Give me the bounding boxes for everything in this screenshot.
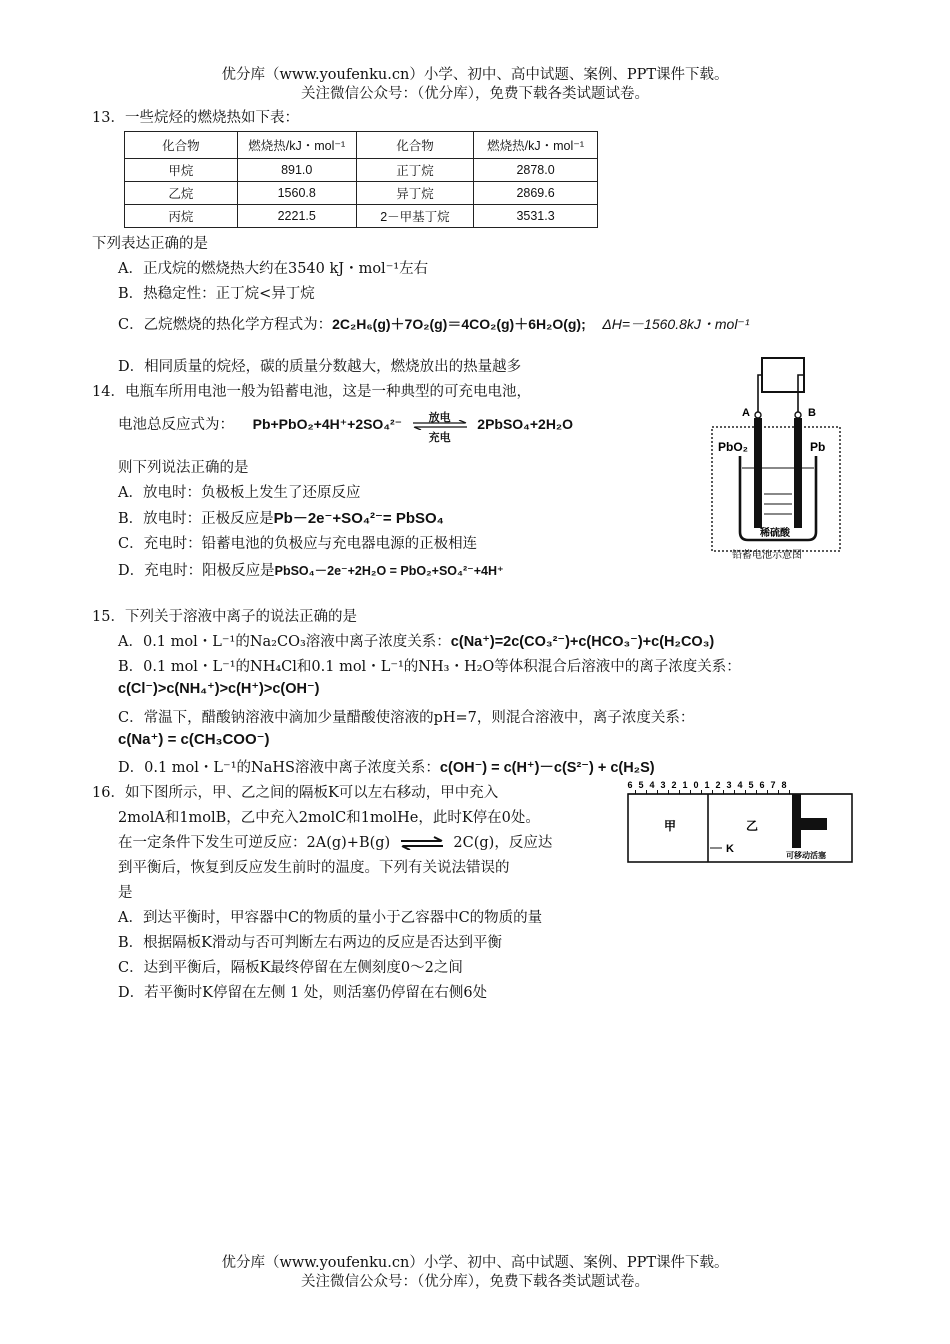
- q14-prompt: 则下列说法正确的是: [118, 460, 249, 476]
- q15-option-d-equation: c(OH⁻) = c(H⁺)－c(S²⁻) + c(H₂S): [439, 760, 655, 776]
- q14-option-d-equation: PbSO₄－2e⁻+2H₂O = PbO₂+SO₄²⁻+4H⁺: [274, 564, 504, 578]
- scale-label: 3: [726, 780, 732, 790]
- header-line-2: 关注微信公众号：（优分库），免费下载各类试题试卷。: [301, 86, 649, 102]
- scale-label: 5: [638, 780, 644, 790]
- table-cell: 891.0: [237, 159, 356, 182]
- q15-option-c-text: C．常温下，醋酸钠溶液中滴加少量醋酸使溶液的pH=7，则混合溶液中，离子浓度关系：: [118, 710, 695, 726]
- q13-combustion-table: [124, 131, 598, 228]
- figure-caption: 铅蓄电池示意图: [732, 550, 802, 561]
- q15-option-b-text: B．0.1 mol・L⁻¹的NH₄Cl和0.1 mol・L⁻¹的NH₃・H₂O等体积混合后溶液中的离子浓度关系：: [118, 659, 741, 675]
- q14-option-a: A．放电时：负极板上发生了还原反应: [118, 485, 361, 501]
- table-cell: 丙烷: [125, 205, 238, 228]
- q13-option-b: B．热稳定性：正丁烷<异丁烷: [118, 286, 315, 302]
- label-b: B: [808, 407, 816, 419]
- table-cell: 3531.3: [474, 205, 598, 228]
- table-row: [125, 205, 598, 228]
- q16-line-5: 是: [118, 885, 133, 901]
- header-line-1: 优分库（www.youfenku.cn）小学、初中、高中试题、案例、PPT课件下载。: [221, 67, 729, 83]
- table-cell: 正丁烷: [356, 159, 473, 182]
- reversible-arrow-icon: [399, 836, 445, 850]
- table-header-cell: 化合物: [356, 132, 473, 159]
- scale-label: 4: [649, 780, 655, 790]
- terminal-b: [795, 412, 801, 418]
- q15-option-a-equation: c(Na⁺)=2c(CO₃²⁻)+c(HCO₃⁻)+c(H₂CO₃): [450, 634, 715, 650]
- q15-option-d: [118, 758, 655, 778]
- scale-label: 6: [759, 780, 765, 790]
- table-cell: 1560.8: [237, 182, 356, 205]
- q14-option-b: [118, 509, 444, 529]
- container-diagram: [622, 778, 857, 870]
- table-cell: 甲烷: [125, 159, 238, 182]
- q14-equation-label: 电池总反应式为：: [118, 417, 234, 433]
- q14-option-c: C．充电时：铅蓄电池的负极应与充电器电源的正极相连: [118, 536, 478, 552]
- q15-option-b-equation: c(Cl⁻)>c(NH₄⁺)>c(H⁺)>c(OH⁻): [118, 681, 320, 697]
- q15-option-c-equation: c(Na⁺) = c(CH₃COO⁻): [118, 731, 270, 748]
- label-acid: 稀硫酸: [760, 528, 790, 539]
- table-cell: 2869.6: [474, 182, 598, 205]
- q16-line-3-start: 在一定条件下发生可逆反应：2A(g)+B(g): [118, 835, 391, 851]
- q13-option-c: [118, 314, 749, 335]
- q15-stem: 15．下列关于溶液中离子的说法正确的是: [92, 609, 357, 625]
- pb-electrode: [794, 418, 802, 528]
- page-header: [0, 66, 950, 104]
- q14-option-d: [118, 561, 504, 581]
- scale-label: 2: [671, 780, 677, 790]
- scale-ruler: [627, 780, 789, 794]
- table-cell: 2－甲基丁烷: [356, 205, 473, 228]
- q13-option-c-equation: 2C₂H₆(g)＋7O₂(g)＝4CO₂(g)＋6H₂O(g);: [332, 316, 586, 332]
- q16-option-b: B．根据隔板K滑动与否可判断左右两边的反应是否达到平衡: [118, 935, 502, 951]
- q13-option-d: D．相同质量的烷烃，碳的质量分数越大，燃烧放出的热量越多: [118, 359, 522, 375]
- footer-line-1: 优分库（www.youfenku.cn）小学、初中、高中试题、案例、PPT课件下载。: [221, 1255, 729, 1271]
- q13-option-a: A．正戊烷的燃烧热大约在3540 kJ・mol⁻¹左右: [118, 261, 429, 277]
- scale-label: 0: [693, 780, 699, 790]
- table-header-cell: 燃烧热/kJ・mol⁻¹: [474, 132, 598, 159]
- q16-option-d: D．若平衡时K停留在左侧 1 处，则活塞仍停留在右侧6处: [118, 985, 488, 1001]
- q15-option-d-text: D．0.1 mol・L⁻¹的NaHS溶液中离子浓度关系：: [118, 760, 440, 776]
- arrow-label-discharge: 放电: [428, 411, 451, 424]
- scale-label: 8: [781, 780, 787, 790]
- scale-label: 1: [704, 780, 710, 790]
- q16-option-a: A．到达平衡时，甲容器中C的物质的量小于乙容器中C的物质的量: [118, 910, 543, 926]
- scale-label: 4: [737, 780, 743, 790]
- q14-equation-right: 2PbSO₄+2H₂O: [477, 416, 574, 432]
- piston-rod: [792, 794, 801, 848]
- table-row: [125, 182, 598, 205]
- scale-label: 5: [748, 780, 754, 790]
- piston-head: [801, 818, 827, 830]
- table-row: [125, 159, 598, 182]
- table-header-cell: 燃烧热/kJ・mol⁻¹: [237, 132, 356, 159]
- q16-line-2: 2molA和1molB，乙中充入2molC和1molHe，此时K停在0处。: [118, 810, 540, 826]
- q13-stem: 13．一些烷烃的燃烧热如下表：: [92, 110, 299, 126]
- q14-equation-left: Pb+PbO₂+4H⁺+2SO₄²⁻: [252, 416, 403, 432]
- q16-line-4: 到平衡后，恢复到反应发生前时的温度。下列有关说法错误的: [118, 860, 510, 876]
- q16-line-1: 16．如下图所示，甲、乙之间的隔板K可以左右移动，甲中充入: [92, 785, 499, 801]
- q13-option-c-enthalpy: ΔH=－1560.8kJ・mol⁻¹: [602, 316, 750, 332]
- reversible-arrow-icon: [411, 411, 469, 444]
- q16-line-3-end: 2C(g)，反应达: [453, 835, 553, 851]
- label-pb: Pb: [810, 440, 826, 454]
- lead-battery-diagram: [700, 354, 850, 564]
- label-jia: 甲: [664, 819, 677, 833]
- label-piston: 可移动活塞: [786, 851, 826, 860]
- scale-label: 7: [770, 780, 776, 790]
- label-pbo2: PbO₂: [718, 440, 748, 454]
- scale-label: 2: [715, 780, 721, 790]
- table-header-cell: 化合物: [125, 132, 238, 159]
- arrow-label-charge: 充电: [428, 431, 451, 444]
- q16-line-3: [118, 833, 552, 853]
- label-k: K: [726, 843, 734, 855]
- q14-option-b-equation: Pb－2e⁻+SO₄²⁻= PbSO₄: [273, 510, 444, 527]
- q14-option-b-text: B．放电时：正极反应是: [118, 511, 274, 527]
- label-yi: 乙: [746, 819, 759, 833]
- q16-option-c: C．达到平衡后，隔板K最终停留在左侧刻度0～2之间: [118, 960, 463, 976]
- scale-label: 3: [660, 780, 666, 790]
- q13-prompt: 下列表达正确的是: [92, 236, 208, 252]
- footer-line-2: 关注微信公众号：（优分库），免费下载各类试题试卷。: [301, 1274, 649, 1290]
- table-cell: 乙烷: [125, 182, 238, 205]
- q15-option-a-text: A．0.1 mol・L⁻¹的Na₂CO₃溶液中离子浓度关系：: [118, 634, 451, 650]
- q15-option-a: [118, 632, 714, 652]
- scale-label: 1: [682, 780, 688, 790]
- page-footer: [0, 1254, 950, 1292]
- table-cell: 异丁烷: [356, 182, 473, 205]
- pbo2-electrode: [754, 418, 762, 528]
- q14-option-d-text: D．充电时：阳极反应是: [118, 563, 275, 579]
- q14-equation-line: [118, 411, 574, 444]
- q13-option-c-text: C．乙烷燃烧的热化学方程式为：: [118, 317, 333, 333]
- terminal-a: [755, 412, 761, 418]
- table-cell: 2878.0: [474, 159, 598, 182]
- q14-stem: 14．电瓶车所用电池一般为铅蓄电池，这是一种典型的可充电电池，: [92, 384, 531, 400]
- label-a: A: [742, 407, 750, 419]
- table-header-row: [125, 132, 598, 159]
- scale-label: 6: [627, 780, 633, 790]
- table-cell: 2221.5: [237, 205, 356, 228]
